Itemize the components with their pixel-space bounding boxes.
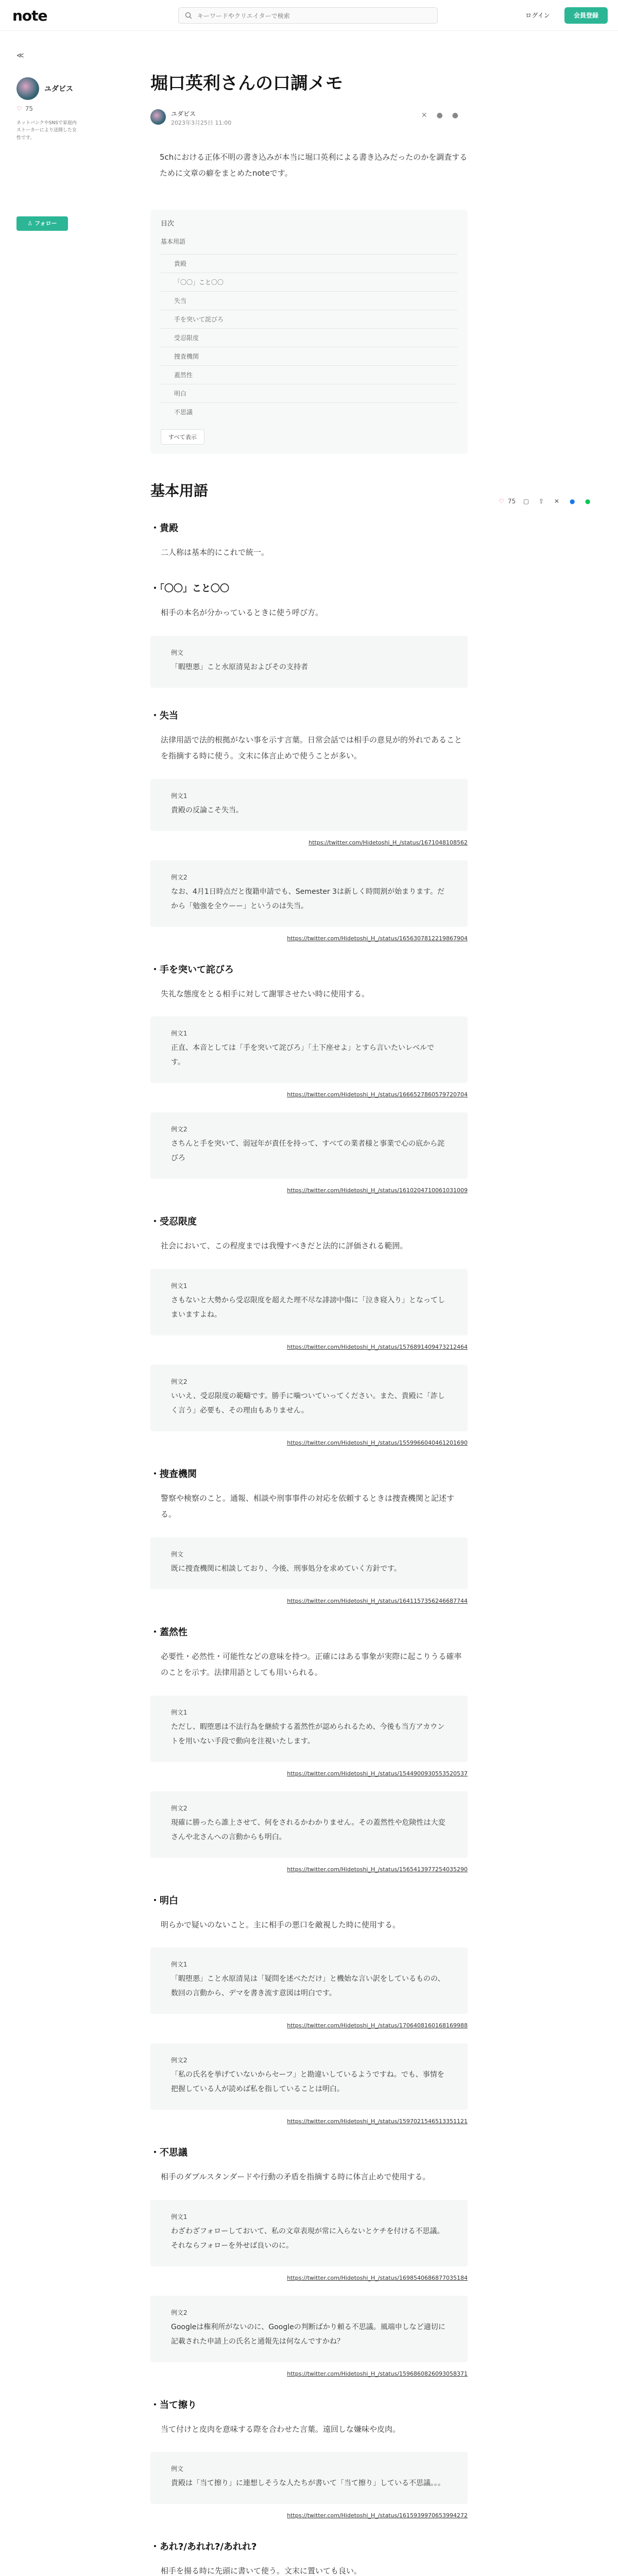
example-label: 例文1 xyxy=(171,1961,187,1969)
term-section xyxy=(150,962,468,1194)
example-box xyxy=(150,779,468,831)
x-icon[interactable]: ✕ xyxy=(554,498,560,505)
example-box xyxy=(150,1269,468,1335)
example-label: 例文2 xyxy=(171,1126,187,1133)
follow-label: フォロー xyxy=(35,220,57,227)
bullet-icon: ・ xyxy=(150,1626,160,1638)
x-icon[interactable]: ✕ xyxy=(421,111,437,120)
toc-item-section[interactable]: 基本用語 xyxy=(161,238,186,245)
term-section xyxy=(150,708,468,942)
term-definition: 社会において、この程度までは我慢すべきだと法的に評価される範囲。 xyxy=(161,1241,408,1251)
example-box xyxy=(150,860,468,927)
term-definition: 相手の本名が分かっているときに使う呼び方。 xyxy=(161,608,323,618)
term-heading xyxy=(150,1893,468,1907)
example-text: いいえ、受忍限度の範疇です。勝手に噛ついていってください。また、貴殿に「詐しく言う」必要も、その理由もありません。 xyxy=(171,1392,445,1415)
facebook-icon[interactable]: ● xyxy=(570,498,575,505)
author-profile: ネットバンクやSNSで家庭内ストーカーにより送開した女性です。 xyxy=(16,121,77,141)
term-label: 不思議 xyxy=(160,2147,187,2159)
term-definition: 法律用語で法的根拠がない事を示す言葉。日常会話では相手の意見が的外れであることを指摘する時に使う。文末に体言止めで使うことが多い。 xyxy=(161,735,462,761)
example-box xyxy=(150,2452,468,2504)
example-label: 例文1 xyxy=(171,1030,187,1038)
example-label: 例文2 xyxy=(171,873,187,881)
source-link[interactable]: https://twitter.com/Hidetoshi_H_/status/1559966040461201690 xyxy=(287,1439,468,1446)
term-section xyxy=(150,2145,468,2377)
term-section xyxy=(150,521,468,561)
example-label: 例文1 xyxy=(171,1708,187,1716)
example-box xyxy=(150,1791,468,1858)
author-name-small[interactable]: ユダビス xyxy=(171,110,196,117)
term-label: 受忍限度 xyxy=(160,1216,197,1228)
term-definition: 相手のダブルスタンダードや行動の矛盾を指摘する時に体言止めで使用する。 xyxy=(161,2172,431,2182)
source-link[interactable]: https://twitter.com/Hidetoshi_H_/status/1596860826093058371 xyxy=(287,2370,468,2377)
bullet-icon: ・ xyxy=(150,1216,160,1228)
toc-item[interactable]: 貴殿 xyxy=(161,254,457,273)
example-text: Googleは権利所がないのに、Googleの判断ばかり頼る不思議。風端申しなど適切に記載された申請上の氏名と通報先は何なんですかね？ xyxy=(171,2323,445,2346)
section-title: 基本用語 xyxy=(150,482,209,499)
example-label: 例文1 xyxy=(171,792,187,800)
term-definition: 二人称は基本的にこれで統一。 xyxy=(161,547,269,557)
term-heading xyxy=(150,2398,468,2411)
example-label: 例文1 xyxy=(171,1282,187,1290)
section-header xyxy=(150,478,468,500)
example-label: 例文2 xyxy=(171,2057,187,2064)
search-icon xyxy=(185,12,192,19)
source-link[interactable]: https://twitter.com/Hidetoshi_H_/status/1544900930553520537 xyxy=(287,1770,468,1777)
term-section xyxy=(150,2539,468,2576)
example-box xyxy=(150,2296,468,2362)
term-label: 捜査機関 xyxy=(160,1468,197,1480)
article xyxy=(150,72,468,2576)
note-logo[interactable]: note xyxy=(12,7,47,24)
example-box xyxy=(150,1016,468,1083)
toc-item[interactable]: 蓋然性 xyxy=(161,365,457,384)
example-box xyxy=(150,636,468,688)
example-text: 「暇堕悪」こと水原清晃およびその支持者 xyxy=(171,663,308,671)
example-label: 例文 xyxy=(171,2465,184,2473)
term-heading xyxy=(150,521,468,534)
facebook-icon[interactable]: ● xyxy=(436,111,452,120)
term-heading xyxy=(150,962,468,976)
term-heading xyxy=(150,1214,468,1228)
example-box xyxy=(150,1947,468,2014)
toc-item[interactable]: 失当 xyxy=(161,291,457,310)
example-text: ただし、暇堕悪は不法行為を継続する蓋然性が認められるため、今後も当方アカウントを用いない手段で動向を注視いたします。 xyxy=(171,1722,445,1745)
line-icon[interactable]: ● xyxy=(452,111,468,120)
bullet-icon: ・ xyxy=(150,710,160,721)
term-section xyxy=(150,1467,468,1604)
like-count-value: 75 xyxy=(25,105,33,112)
term-section xyxy=(150,1214,468,1446)
example-label: 例文2 xyxy=(171,1804,187,1812)
back-icon[interactable]: ≪ xyxy=(16,52,24,60)
share-icons-top xyxy=(421,111,468,120)
likes-count: 75 xyxy=(508,498,516,505)
example-text: 現確に勝ったら誰上させて、何をされるかわかりません。その蓋然性や危険性は大変さんや北さんへの言動からも明白。 xyxy=(171,1818,445,1841)
example-box xyxy=(150,1112,468,1179)
bullet-icon: ・ xyxy=(150,1895,160,1906)
term-label: 貴殿 xyxy=(160,522,178,534)
example-text: 貴殿は「当て擦り」に連想しそうな人たちが書いて「当て擦り」している不思議。。。 xyxy=(171,2479,445,2488)
toc-item[interactable]: 受忍限度 xyxy=(161,328,457,347)
example-box xyxy=(150,1537,468,1589)
source-link[interactable]: https://twitter.com/Hidetoshi_H_/status/1641157356246687744 xyxy=(287,1597,468,1604)
source-link[interactable]: https://twitter.com/Hidetoshi_H_/status/1656307812219867904 xyxy=(287,935,468,942)
term-heading xyxy=(150,2539,468,2553)
bullet-icon: ・ xyxy=(150,2541,160,2553)
author-avatar-small[interactable] xyxy=(150,109,166,125)
source-link[interactable]: https://twitter.com/Hidetoshi_H_/status/1597021546513351121 xyxy=(287,2118,468,2125)
source-link[interactable]: https://twitter.com/Hidetoshi_H_/status/1698540686877035184 xyxy=(287,2274,468,2281)
example-box xyxy=(150,2200,468,2266)
author-avatar[interactable] xyxy=(16,77,39,100)
search-box[interactable] xyxy=(178,7,438,24)
term-section xyxy=(150,1893,468,2125)
site-header xyxy=(0,0,618,31)
login-button[interactable]: ログイン xyxy=(525,12,550,19)
term-section xyxy=(150,581,468,688)
follow-button[interactable] xyxy=(16,216,68,231)
person-plus-icon: ♙ xyxy=(27,220,35,227)
example-text: わざわざフォローしておいて、私の文章表現が常に入らないとケチを付ける不思議。それならフォローを外せば良いのに。 xyxy=(171,2227,444,2250)
term-heading xyxy=(150,1625,468,1638)
source-link[interactable]: https://twitter.com/Hidetoshi_H_/status/1565413977254035290 xyxy=(287,1866,468,1873)
like-count[interactable] xyxy=(16,105,33,112)
term-definition: 失礼な態度をとる相手に対して謝罪させたい時に使用する。 xyxy=(161,989,370,998)
share-icon[interactable]: ⇪ xyxy=(539,498,544,505)
term-definition: 警察や検察のこと。通報、相談や刑事事件の対応を依頼するときは捜査機関と記述する。 xyxy=(161,1493,455,1519)
example-box xyxy=(150,2043,468,2110)
example-label: 例文 xyxy=(171,649,184,656)
example-label: 例文2 xyxy=(171,2309,187,2316)
example-text: 貴殿の反論こそ失当。 xyxy=(171,806,243,815)
example-text: 既に捜査機関に相談しており、今後、刑事処分を求めていく方針です。 xyxy=(171,1564,401,1573)
term-label: 蓋然性 xyxy=(160,1626,187,1638)
bullet-icon: ・ xyxy=(150,2147,160,2159)
example-label: 例文2 xyxy=(171,1378,187,1385)
source-link[interactable]: https://twitter.com/Hidetoshi_H_/status/1610204710061031009 xyxy=(287,1187,468,1194)
example-text: なお、4月1日時点だと復籍申請でも、Semester 3は新しく時間割が始まります。だから「勉強を全ウーー」というのは失当。 xyxy=(171,887,444,910)
bullet-icon: ・ xyxy=(150,2399,160,2411)
source-link[interactable]: https://twitter.com/Hidetoshi_H_/status/1576891409473212464 xyxy=(287,1343,468,1350)
table-of-contents xyxy=(150,210,468,454)
term-label: 当て擦り xyxy=(160,2399,197,2411)
toc-item[interactable]: 不思議 xyxy=(161,402,457,421)
term-section xyxy=(150,1625,468,1873)
term-heading xyxy=(150,581,468,595)
term-definition: 必要性・必然性・可能性などの意味を持つ。正確にはある事象が実際に起こりうる確率のことを示す。法律用語としても用いられる。 xyxy=(161,1651,462,1677)
term-label: 手を突いて詫びろ xyxy=(160,964,234,975)
search-input[interactable] xyxy=(197,10,429,22)
term-label: 「〇〇」こと〇〇 xyxy=(160,583,229,595)
example-text: さもないと大勢から受忍限度を超えた理不尽な誹謗中傷に「泣き寝入り」となってしまいますよね。 xyxy=(171,1296,445,1319)
bullet-icon: ・ xyxy=(150,964,160,975)
term-heading xyxy=(150,2145,468,2159)
bullet-icon: ・ xyxy=(150,583,160,595)
bullet-icon: ・ xyxy=(150,1468,160,1480)
article-title: 堀口英利さんの口調メモ xyxy=(150,73,343,94)
author-sidebar xyxy=(16,52,78,227)
source-link[interactable]: https://twitter.com/Hidetoshi_H_/status/1706408160168169988 xyxy=(287,2022,468,2029)
term-heading xyxy=(150,1467,468,1480)
article-meta xyxy=(150,108,468,132)
toc-heading: 目次 xyxy=(161,219,175,228)
source-link[interactable]: https://twitter.com/Hidetoshi_H_/status/1615939970653994272 xyxy=(287,2512,468,2519)
source-link[interactable]: https://twitter.com/Hidetoshi_H_/status/1671048108562 xyxy=(308,839,468,846)
register-button[interactable]: 会員登録 xyxy=(564,7,608,24)
line-icon[interactable]: ● xyxy=(585,498,591,505)
term-label: 明白 xyxy=(160,1895,178,1906)
term-section xyxy=(150,2398,468,2519)
source-link[interactable]: https://twitter.com/Hidetoshi_H_/status/1666527860579720704 xyxy=(287,1091,468,1098)
example-text: 「私の氏名を挙げていないからセーフ」と勘違いしているようですね。でも、事情を把握している人が読めば私を指していることは明白。 xyxy=(171,2071,444,2094)
article-actions xyxy=(499,496,612,510)
example-box xyxy=(150,1365,468,1431)
toc-show-all-button[interactable]: すべて表示 xyxy=(161,429,204,445)
publish-date: 2023年3月25日 11:00 xyxy=(171,119,232,126)
term-definition: 明らかで疑いのないこと。主に相手の悪口を敵視した時に使用する。 xyxy=(161,1920,401,1929)
example-box xyxy=(150,1696,468,1762)
heart-icon: ♡ xyxy=(16,105,22,112)
toc-item[interactable]: 捜査機関 xyxy=(161,347,457,365)
toc-item[interactable]: 手を突いて詫びろ xyxy=(161,310,457,328)
bullet-icon: ・ xyxy=(150,522,160,534)
term-definition: 相手を揚る時に先頭に書いて使う。文末に置いても良い。 xyxy=(161,2566,362,2576)
term-heading xyxy=(150,708,468,722)
toc-item[interactable]: 明白 xyxy=(161,384,457,402)
comment-icon[interactable]: ▢ xyxy=(523,498,529,505)
heart-icon[interactable]: ♡ xyxy=(499,498,504,505)
example-text: さちんと手を突いて、弱冠年が責任を持って、すべての業者様と事業で心の底から詫びろ xyxy=(171,1140,445,1163)
example-text: 「暇堕悪」こと水原清晃は「疑問を述べただけ」と機始な言い訳をしているものの、数回の言動から、デマを書き流す意図は明白です。 xyxy=(171,1975,445,1998)
example-label: 例文1 xyxy=(171,2213,187,2221)
article-intro: 5chにおける正体不明の書き込みが本当に堀口英利による書き込みだったのかを調査するために文章の癖をまとめたnoteです。 xyxy=(160,152,468,178)
term-label: あれ?/あれれ?/あれれ? xyxy=(160,2541,257,2553)
term-definition: 当て付けと皮肉を意味する際を合わせた言葉。遠回しな嫌味や皮肉。 xyxy=(161,2424,401,2434)
glossary-sections xyxy=(150,521,468,2576)
author-name[interactable]: ユダビス xyxy=(44,85,73,93)
example-text: 正直、本音としては「手を突いて詫びろ」「土下座せよ」とすら言いたいレベルです。 xyxy=(171,1044,434,1067)
toc-item[interactable]: 「〇〇」こと〇〇 xyxy=(161,273,457,291)
term-label: 失当 xyxy=(160,710,178,721)
example-label: 例文 xyxy=(171,1550,184,1558)
